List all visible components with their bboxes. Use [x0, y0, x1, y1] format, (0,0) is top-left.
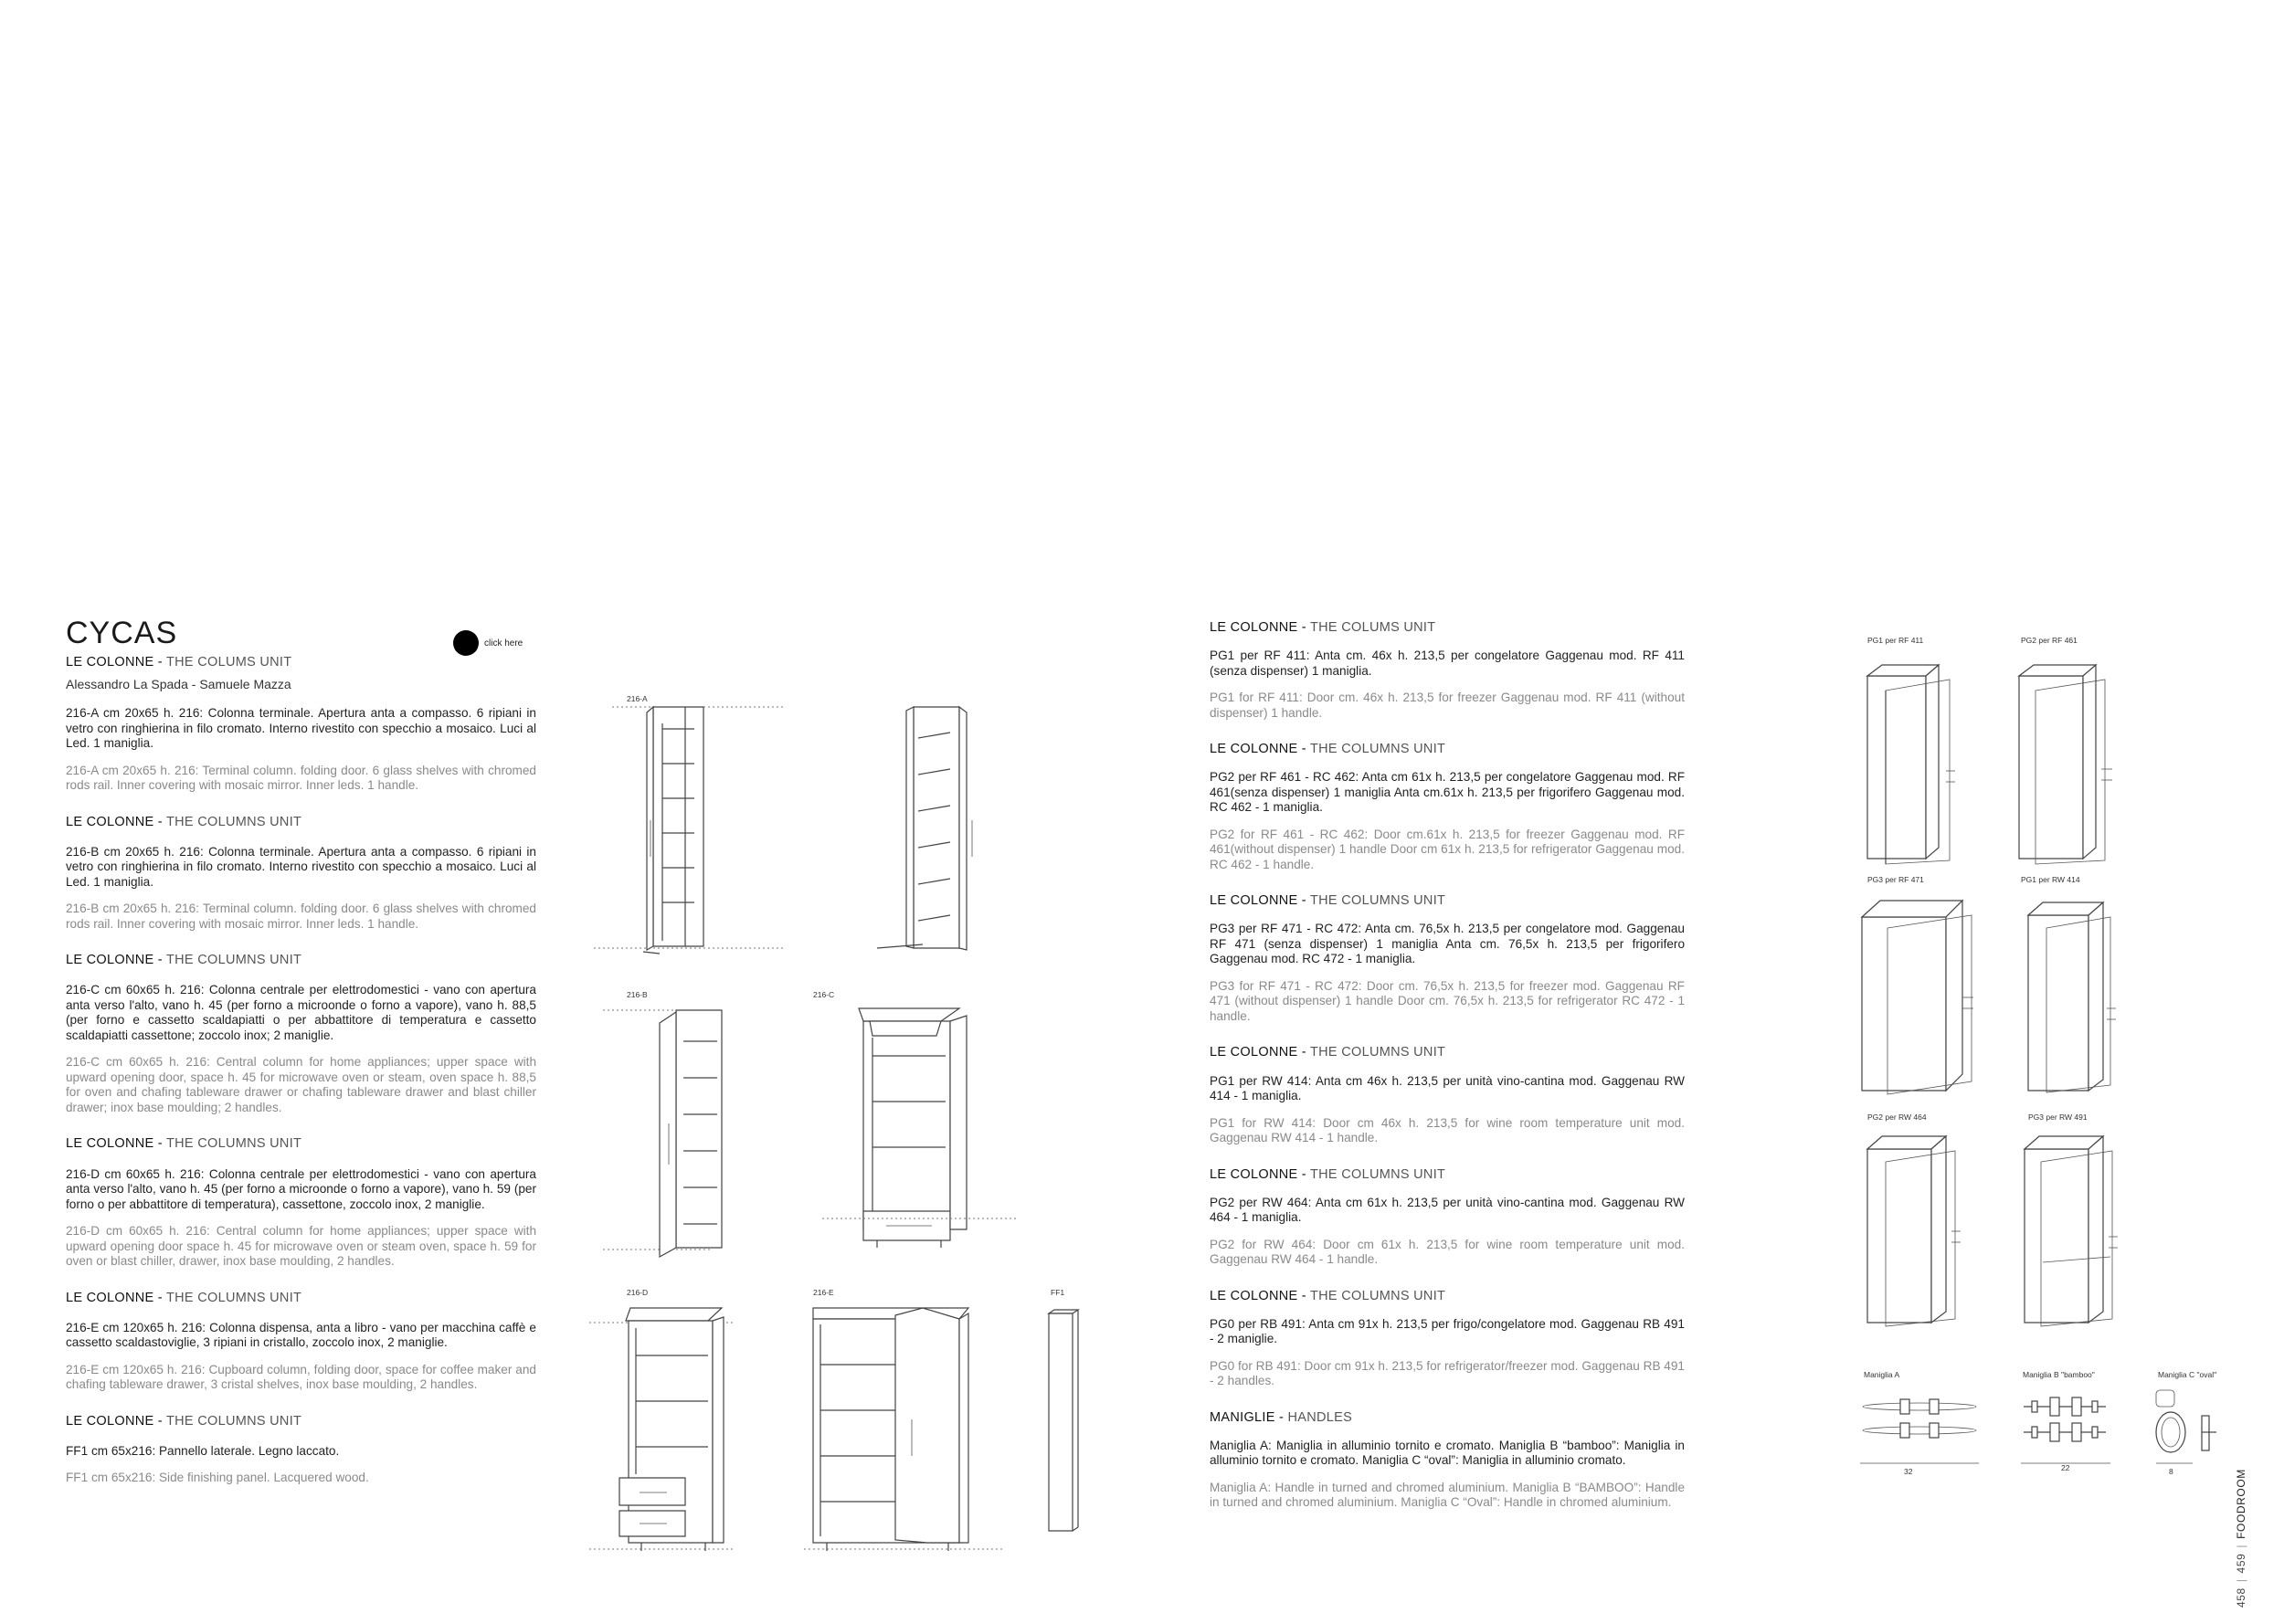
desc-english: Maniglia A: Handle in turned and chromed aluminium. Maniglia B “BAMBOO”: Handle in turned and chromed aluminium. Maniglia C “Oval”: Handle in chromed aluminium. — [1210, 1480, 1685, 1510]
handle-b-label: Maniglia B "bamboo" — [2023, 1370, 2095, 1379]
drawing-label-216e: 216-E — [813, 1288, 834, 1297]
drawing-label-216b: 216-B — [627, 990, 648, 999]
section-heading: LE COLONNE - THE COLUMNS UNIT — [1210, 1288, 1446, 1303]
drawing-label-216a: 216-A — [627, 694, 648, 703]
left-text-column — [66, 617, 536, 1506]
desc-english: PG3 for RF 471 - RC 472: Door cm. 76,5x h. 213,5 for freezer mod. Gaggenau RF 471 (without dispenser) 1 handle Door cm. 76,5x h. 213,5 for refrigerator RC 472 - 1 handle. — [1210, 978, 1685, 1023]
section-heading: LE COLONNE - THE COLUMS UNIT — [1210, 620, 1436, 635]
panel-label-pg1-rw414: PG1 per RW 414 — [2021, 875, 2080, 884]
panel-label-pg1-rf411: PG1 per RF 411 — [1867, 636, 1924, 645]
drawing-216e — [804, 1301, 1005, 1566]
desc-italian: PG2 per RF 461 - RC 462: Anta cm 61x h. 213,5 per congelatore Gaggenau mod. RF 461(senza dispenser) 1 maniglia Anta cm.61x h. 213,5 per frigorifero Gaggenau mod. RC 462 - 1 maniglia. — [1210, 770, 1685, 815]
desc-italian: 216-D cm 60x65 h. 216: Colonna centrale per elettrodomestici - vano con apertura anta verso l'alto, vano h. 45 (per forno a microonde o forno a vapore), vano h. 59 (per forno o per abbattitore di temperatura), cassettone, zoccolo inox, 2 maniglie. — [66, 1166, 536, 1211]
desc-italian: 216-C cm 60x65 h. 216: Colonna centrale per elettrodomestici - vano con apertura anta verso l'alto, vano h. 45 (per forno a microonde o forno a vapore), vano h. 88,5 (per forno e cassetto scaldapiatti o per abbattitore di temperatura e cassetto scaldapiatti cassettone; zoccolo inox; 2 maniglie. — [66, 983, 536, 1042]
panel-drawing-pg2-rw464 — [1860, 1129, 1988, 1339]
drawing-label-216d: 216-D — [627, 1288, 649, 1297]
click-here-label[interactable]: click here — [484, 638, 523, 649]
drawing-label-216c: 216-C — [813, 990, 835, 999]
section-heading: LE COLONNE - THE COLUMNS UNIT — [1210, 1166, 1446, 1182]
desc-english: 216-D cm 60x65 h. 216: Central column for home appliances; upper space with upward opening door space h. 45 for microwave oven or steam oven, space h. 59 for oven or blast chiller, drawer, inox base moulding, 2 handles. — [66, 1224, 536, 1268]
designers: Alessandro La Spada - Samuele Mazza — [66, 677, 291, 692]
desc-italian: PG2 per RW 464: Anta cm 61x h. 213,5 per unità vino-cantina mod. Gaggenau RW 464 - 1 maniglia. — [1210, 1195, 1685, 1225]
desc-italian: PG0 per RB 491: Anta cm 91x h. 213,5 per frigo/congelatore mod. Gaggenau RB 491 - 2 maniglie. — [1210, 1316, 1685, 1346]
panel-label-pg3-rf471: PG3 per RF 471 — [1867, 875, 1924, 884]
desc-english: PG1 for RF 411: Door cm. 46x h. 213,5 for freezer Gaggenau mod. RF 411 (without dispenser) 1 handle. — [1210, 691, 1685, 720]
section-heading: MANIGLIE - HANDLES — [1210, 1409, 1353, 1425]
desc-english: 216-E cm 120x65 h. 216: Cupboard column, folding door, space for coffee maker and chafing tableware drawer, 3 cristal shelves, inox base moulding, 2 handles. — [66, 1362, 536, 1392]
drawing-label-ff1: FF1 — [1051, 1288, 1065, 1297]
drawing-216d — [585, 1301, 740, 1566]
handle-a-drawing — [1860, 1387, 1988, 1469]
section-heading: LE COLONNE - THE COLUMS UNIT — [66, 655, 292, 670]
section-heading: LE COLONNE - THE COLUMNS UNIT — [66, 953, 302, 968]
drawing-216a-open — [813, 701, 996, 957]
panel-drawing-pg2-rf461 — [2010, 659, 2138, 870]
handle-a-dim: 32 — [1904, 1467, 1913, 1476]
page-footer: 458|459|FOODROOM — [2235, 1469, 2247, 1608]
section-heading: LE COLONNE - THE COLUMNS UNIT — [66, 1413, 302, 1429]
desc-italian: FF1 cm 65x216: Pannello laterale. Legno laccato. — [66, 1443, 340, 1458]
panel-label-pg2-rw464: PG2 per RW 464 — [1867, 1113, 1927, 1122]
desc-italian: PG1 per RF 411: Anta cm. 46x h. 213,5 per congelatore Gaggenau mod. RF 411 (senza dispenser) 1 maniglia. — [1210, 649, 1685, 678]
section-heading: LE COLONNE - THE COLUMNS UNIT — [66, 1290, 302, 1305]
panel-label-pg2-rf461: PG2 per RF 461 — [2021, 636, 2078, 645]
panel-drawing-pg3-rf471 — [1855, 891, 2001, 1102]
right-text-column — [1210, 619, 1685, 1531]
desc-english: PG0 for RB 491: Door cm 91x h. 213,5 for refrigerator/freezer mod. Gaggenau RB 491 - 2 handles. — [1210, 1358, 1685, 1388]
section-heading: LE COLONNE - THE COLUMNS UNIT — [1210, 893, 1446, 909]
panel-drawing-pg1-rf411 — [1855, 659, 1983, 870]
desc-italian: Maniglia A: Maniglia in alluminio tornito e cromato. Maniglia B “bamboo”: Maniglia in alluminio tornito e cromato. Maniglia C “oval”: Maniglia in alluminio cromato. — [1210, 1438, 1685, 1468]
section-heading: LE COLONNE - THE COLUMNS UNIT — [1210, 1045, 1446, 1060]
desc-italian: PG1 per RW 414: Anta cm 46x h. 213,5 per unità vino-cantina mod. Gaggenau RW 414 - 1 maniglia. — [1210, 1073, 1685, 1102]
handle-c-dim: 8 — [2169, 1467, 2173, 1476]
page-number: 459 — [2235, 1553, 2247, 1574]
click-dot-icon[interactable] — [453, 630, 479, 656]
handle-c-label: Maniglia C "oval" — [2158, 1370, 2217, 1379]
desc-italian: PG3 per RF 471 - RC 472: Anta cm. 76,5x h. 213,5 per congelatore mod. Gaggenau RF 471 (senza dispenser) 1 maniglia Anta cm. 76,5x h. 213,5 per frigorifero Gaggenau mod. RC 472 - 1 maniglia. — [1210, 922, 1685, 966]
drawing-216c — [822, 1001, 1032, 1257]
drawing-ff1 — [1042, 1306, 1096, 1544]
panel-drawing-pg1-rw414 — [2019, 891, 2138, 1102]
click-here-link[interactable] — [453, 630, 523, 656]
desc-english: 216-A cm 20x65 h. 216: Terminal column. folding door. 6 glass shelves with chromed rods rail. Inner covering with mosaic mirror. Inner leds. 1 handle. — [66, 763, 536, 793]
section-name: FOODROOM — [2235, 1469, 2247, 1539]
desc-english: PG2 for RF 461 - RC 462: Door cm.61x h. 213,5 for freezer Gaggenau mod. RF 461(without dispenser) 1 handle Door cm 61x h. 213,5 for refrigerator Gaggenau mod. RC 462 - 1 handle. — [1210, 827, 1685, 871]
section-heading: LE COLONNE - THE COLUMNS UNIT — [1210, 742, 1446, 757]
section-heading: LE COLONNE - THE COLUMNS UNIT — [66, 1136, 302, 1152]
page-number: 458 — [2235, 1587, 2247, 1608]
drawing-216a — [585, 701, 795, 957]
desc-english: FF1 cm 65x216: Side finishing panel. Lacquered wood. — [66, 1471, 369, 1485]
desc-english: PG1 for RW 414: Door cm 46x h. 213,5 for wine room temperature unit mod. Gaggenau RW 414 - 1 handle. — [1210, 1115, 1685, 1144]
desc-italian: 216-B cm 20x65 h. 216: Colonna terminale. Apertura anta a compasso. 6 ripiani in vetro con ringhierina in filo cromato. Interno rivestito con specchio a mosaico. Luci al Led. 1 maniglia. — [66, 844, 536, 889]
handle-b-dim: 22 — [2061, 1463, 2070, 1472]
handle-a-label: Maniglia A — [1864, 1370, 1900, 1379]
desc-italian: 216-A cm 20x65 h. 216: Colonna terminale. Apertura anta a compasso. 6 ripiani in vetro con ringhierina in filo cromato. Interno rivestito con specchio a mosaico. Luci al Led. 1 maniglia. — [66, 706, 536, 751]
section-heading: LE COLONNE - THE COLUMNS UNIT — [66, 814, 302, 829]
desc-english: 216-C cm 60x65 h. 216: Central column for home appliances; upper space with upward opening door, space h. 45 for microwave oven or steam, oven space h. 88,5 for oven and chafing tableware drawer or chafing tableware drawer and blast chiller drawer; inox base moulding; 2 handles. — [66, 1055, 536, 1114]
panel-label-pg3-rw491: PG3 per RW 491 — [2028, 1113, 2088, 1122]
desc-english: PG2 for RW 464: Door cm 61x h. 213,5 for wine room temperature unit mod. Gaggenau RW 464 - 1 handle. — [1210, 1237, 1685, 1267]
panel-drawing-pg3-rw491 — [2015, 1129, 2143, 1339]
drawing-216b — [585, 1005, 795, 1260]
handle-b-drawing — [2019, 1387, 2120, 1469]
desc-english: 216-B cm 20x65 h. 216: Terminal column. folding door. 6 glass shelves with chromed rods rail. Inner covering with mosaic mirror. Inner leds. 1 handle. — [66, 902, 536, 931]
desc-italian: 216-E cm 120x65 h. 216: Colonna dispensa, anta a libro - vano per macchina caffè e cassetto scaldastoviglie, 3 ripiani in cristallo, zoccolo inox, 2 maniglie. — [66, 1320, 536, 1350]
handle-c-drawing — [2152, 1387, 2226, 1469]
page-title: CYCAS — [66, 616, 178, 650]
